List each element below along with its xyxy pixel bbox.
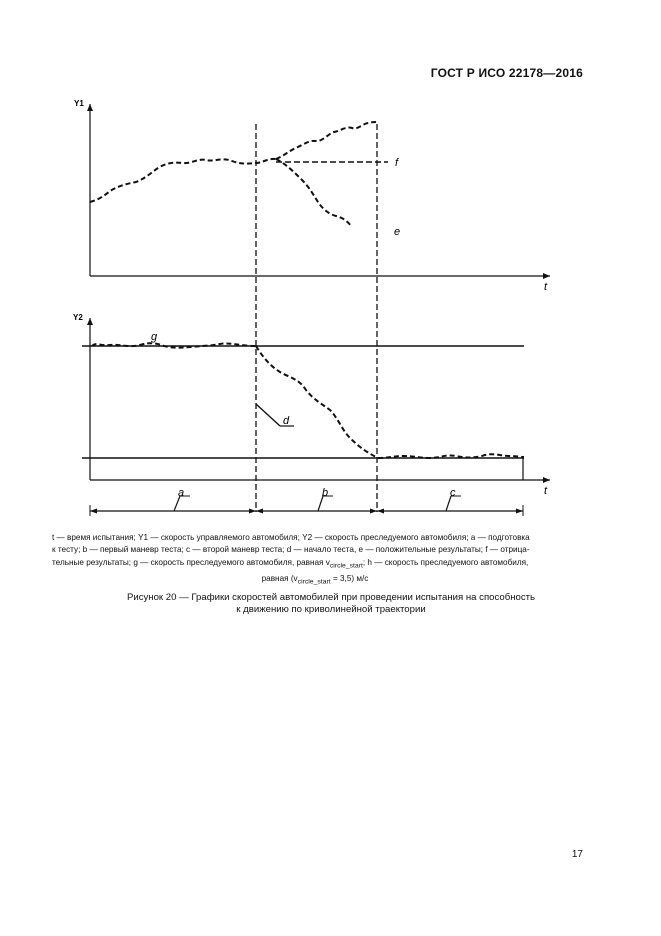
legend-line-1: t — время испытания; Y1 — скорость управляемого автомобиля; Y2 — скорость преследуемого автомобиля; a — подготовка xyxy=(52,533,530,542)
pointer-d xyxy=(256,404,280,426)
t-axis-label-bottom: t xyxy=(544,485,548,497)
legend-line-3 xyxy=(52,557,578,573)
legend-line-4 xyxy=(52,573,578,589)
curve-label-e: e xyxy=(394,226,401,238)
curve-label-g: g xyxy=(151,331,158,343)
document-id: ГОСТ Р ИСО 22178—2016 xyxy=(430,66,583,80)
page-number: 17 xyxy=(571,849,583,860)
legend-line-3-start: тельные результаты; g — скорость преследуемого автомобиля, равная v xyxy=(52,557,330,567)
controlled-vehicle-speed-curve xyxy=(90,159,276,202)
legend-line-4-end: = 3,5) м/с xyxy=(330,573,369,583)
caption-line-1: Рисунок 20 — Графики скоростей автомобилей при проведении испытания на способность xyxy=(126,592,536,603)
curve-label-d: d xyxy=(283,415,290,427)
legend-line-4-sub: circle_start xyxy=(297,578,331,586)
curve-e-positive xyxy=(276,122,378,159)
segment-label-c: c xyxy=(450,487,456,499)
segment-label-b: b xyxy=(322,487,329,499)
curve-e-negative-branch xyxy=(276,159,352,227)
t-axis-label-top: t xyxy=(544,281,548,293)
caption-line-2: к движению по криволинейной траектории xyxy=(236,604,426,615)
y1-axis-label: Y1 xyxy=(74,99,84,108)
segment-label-a: a xyxy=(178,487,185,499)
curve-label-f: f xyxy=(395,157,399,169)
curve-decreasing-speed xyxy=(256,346,378,458)
legend-line-3-end: ; h — скорость преследуемого автомобиля, xyxy=(362,557,529,567)
figure-caption xyxy=(70,592,592,616)
figure-legend xyxy=(52,532,578,588)
legend-line-3-sub: circle_start xyxy=(329,562,363,570)
y2-axis-label: Y2 xyxy=(73,313,83,322)
legend-line-4-start: равная (v xyxy=(261,573,298,583)
legend-line-2: к тесту; b — первый маневр теста; c — второй маневр теста; d — начало теста, e — положительные результаты; f — отрица- xyxy=(52,545,530,555)
